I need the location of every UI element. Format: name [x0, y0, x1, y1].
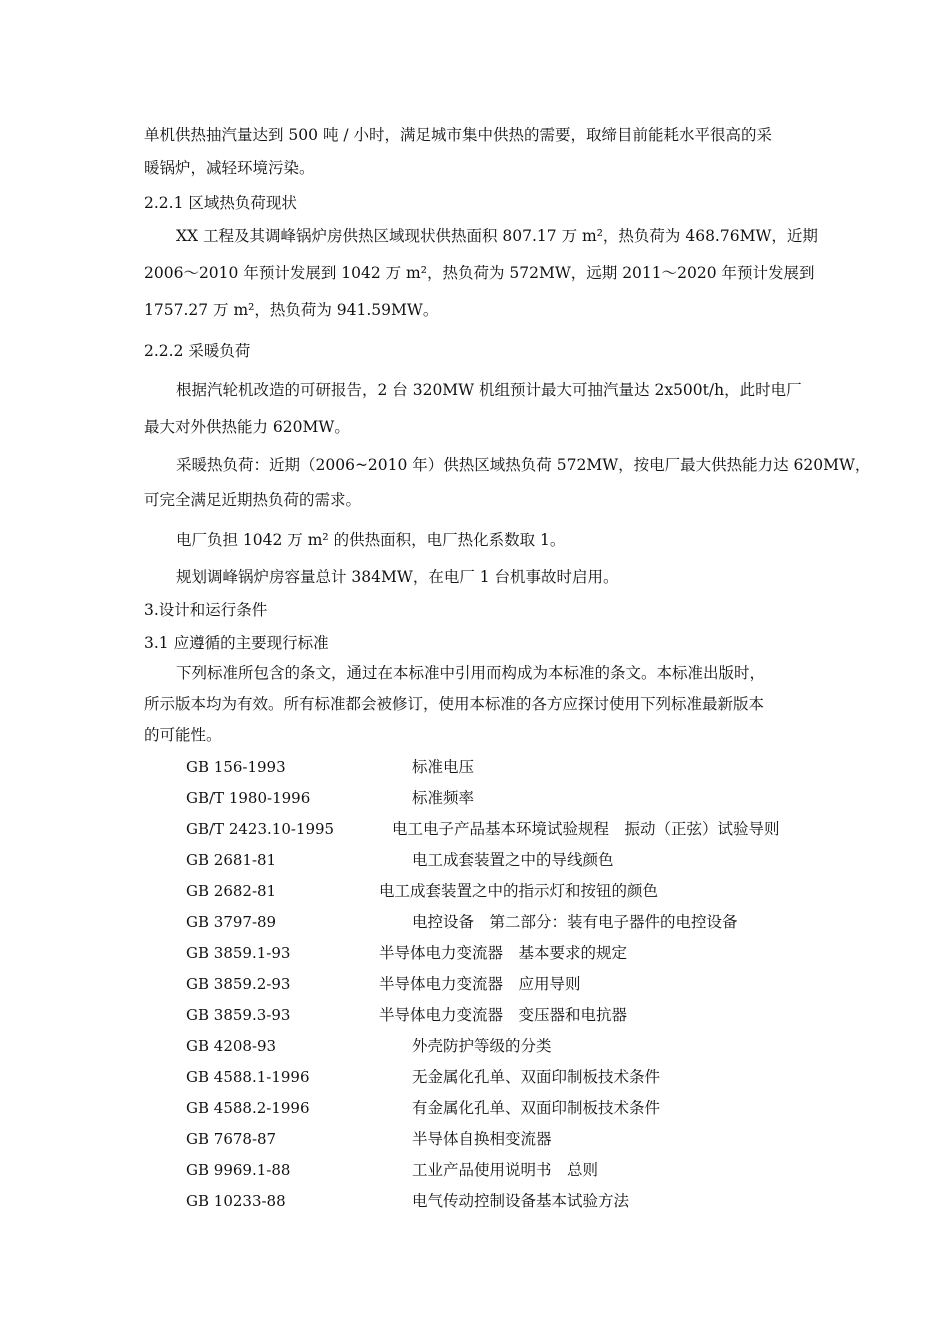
standard-code: GB 2681-81 — [186, 851, 277, 869]
standard-code: GB 3859.2-93 — [186, 975, 291, 993]
standard-code: GB/T 2423.10-1995 — [186, 820, 335, 838]
standard-code: GB 4208-93 — [186, 1037, 277, 1055]
standard-title: 无金属化孔单、双面印制板技术条件 — [412, 1068, 661, 1086]
standard-code: GB 9969.1-88 — [186, 1161, 291, 1179]
standard-title: 标准电压 — [412, 758, 475, 776]
section-heading: 2.2.2 采暖负荷 — [144, 342, 251, 360]
paragraph-line: 下列标准所包含的条文，通过在本标准中引用而构成为本标准的条文。本标准出版时， — [176, 664, 766, 682]
standard-code: GB 3797-89 — [186, 913, 277, 931]
standard-code: GB 3859.1-93 — [186, 944, 291, 962]
paragraph-line: 2006～2010 年预计发展到 1042 万 m²，热负荷为 572MW，远期 2011～2020 年预计发展到 — [144, 264, 815, 282]
standard-title: 电工电子产品基本环境试验规程 振动（正弦）试验导则 — [392, 820, 780, 838]
standard-title: 电工成套装置之中的导线颜色 — [412, 851, 614, 869]
standard-code: GB 2682-81 — [186, 882, 277, 900]
paragraph-line: 根据汽轮机改造的可研报告，2 台 320MW 机组预计最大可抽汽量达 2x500t/h，此时电厂 — [176, 381, 802, 399]
paragraph-line: 暖锅炉，减轻环境污染。 — [144, 159, 315, 177]
paragraph-line: 可完全满足近期热负荷的需求。 — [144, 491, 362, 509]
standard-title: 半导体自换相变流器 — [412, 1130, 552, 1148]
paragraph-line: 规划调峰锅炉房容量总计 384MW，在电厂 1 台机事故时启用。 — [176, 568, 619, 586]
standard-code: GB/T 1980-1996 — [186, 789, 311, 807]
paragraph-line: 所示版本均为有效。所有标准都会被修订，使用本标准的各方应探讨使用下列标准最新版本 — [144, 695, 765, 713]
section-heading: 3.1 应遵循的主要现行标准 — [144, 634, 329, 652]
standard-code: GB 4588.2-1996 — [186, 1099, 310, 1117]
standard-code: GB 10233-88 — [186, 1192, 286, 1210]
standard-title: 电气传动控制设备基本试验方法 — [412, 1192, 630, 1210]
standard-title: 标准频率 — [412, 789, 475, 807]
standard-title: 电工成套装置之中的指示灯和按钮的颜色 — [379, 882, 659, 900]
paragraph-line: 采暖热负荷：近期（2006~2010 年）供热区域热负荷 572MW，按电厂最大供热能力达 620MW， — [176, 456, 871, 474]
standard-title: 电控设备 第二部分：装有电子器件的电控设备 — [412, 913, 738, 931]
paragraph-line: 单机供热抽汽量达到 500 吨 / 小时，满足城市集中供热的需要，取缔目前能耗水平很高的采 — [144, 126, 773, 144]
standard-code: GB 156-1993 — [186, 758, 286, 776]
standard-title: 外壳防护等级的分类 — [412, 1037, 552, 1055]
paragraph-line: 的可能性。 — [144, 726, 222, 744]
standard-title: 半导体电力变流器 应用导则 — [379, 975, 581, 993]
standard-title: 半导体电力变流器 变压器和电抗器 — [379, 1006, 628, 1024]
section-heading: 2.2.1 区域热负荷现状 — [144, 194, 297, 212]
standard-code: GB 3859.3-93 — [186, 1006, 291, 1024]
paragraph-line: 最大对外供热能力 620MW。 — [144, 418, 350, 436]
standard-title: 工业产品使用说明书 总则 — [412, 1161, 599, 1179]
standard-title: 半导体电力变流器 基本要求的规定 — [379, 944, 628, 962]
standard-code: GB 7678-87 — [186, 1130, 277, 1148]
standard-code: GB 4588.1-1996 — [186, 1068, 310, 1086]
paragraph-line: XX 工程及其调峰锅炉房供热区域现状供热面积 807.17 万 m²，热负荷为 468.76MW，近期 — [176, 227, 818, 245]
standard-title: 有金属化孔单、双面印制板技术条件 — [412, 1099, 661, 1117]
paragraph-line: 电厂负担 1042 万 m² 的供热面积，电厂热化系数取 1。 — [176, 531, 566, 549]
section-heading: 3.设计和运行条件 — [144, 601, 268, 619]
paragraph-line: 1757.27 万 m²，热负荷为 941.59MW。 — [144, 301, 439, 319]
